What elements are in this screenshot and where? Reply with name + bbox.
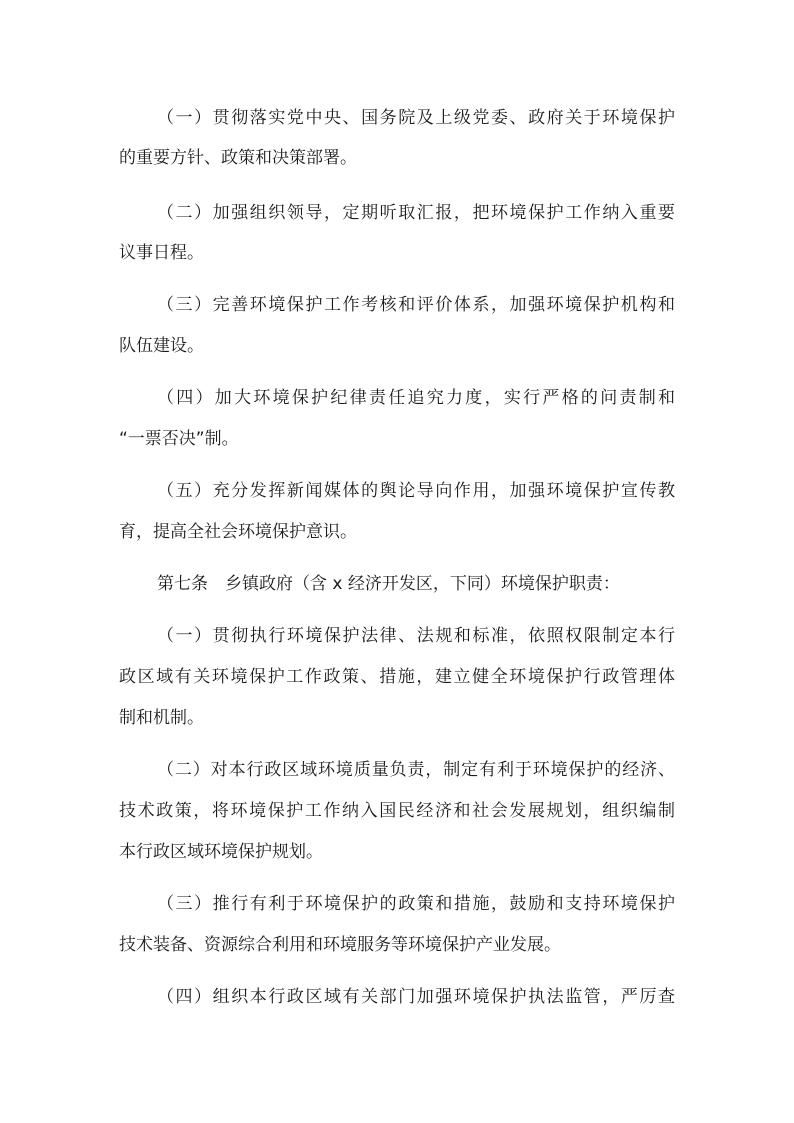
article-7-heading: 第七条 乡镇政府（含 x 经济开发区，下同）环境保护职责： — [157, 574, 620, 594]
paragraph-2-line-1: （二）加强组织领导，定期听取汇报，把环境保护工作纳入重要 — [157, 203, 675, 223]
paragraph-7-line-1: （二）对本行政区域环境质量负责，制定有利于环境保护的经济、 — [157, 760, 675, 780]
paragraph-3-line-2: 队伍建设。 — [119, 336, 204, 356]
paragraph-8-line-1: （三）推行有利于环境保护的政策和措施，鼓励和支持环境保护 — [157, 894, 675, 914]
paragraph-6-line-2: 政区域有关环境保护工作政策、措施，建立健全环境保护行政管理体 — [119, 667, 675, 687]
paragraph-3-line-1: （三）完善环境保护工作考核和评价体系，加强环境保护机构和 — [157, 295, 675, 315]
paragraph-2-line-2: 议事日程。 — [119, 243, 204, 263]
paragraph-8-line-2: 技术装备、资源综合利用和环境服务等环境保护产业发展。 — [119, 935, 561, 955]
paragraph-5-line-1: （五）充分发挥新闻媒体的舆论导向作用，加强环境保护宣传教 — [157, 481, 675, 501]
paragraph-4-line-2: “一票否决”制。 — [119, 429, 239, 449]
paragraph-1-line-2: 的重要方针、政策和决策部署。 — [119, 148, 357, 168]
paragraph-9-line-1: （四）组织本行政区域有关部门加强环境保护执法监管，严厉查 — [157, 987, 675, 1007]
paragraph-7-line-3: 本行政区域环境保护规划。 — [119, 842, 323, 862]
paragraph-6-line-1: （一）贯彻执行环境保护法律、法规和标准，依照权限制定本行 — [157, 626, 675, 646]
paragraph-1-line-1: （一）贯彻落实党中央、国务院及上级党委、政府关于环境保护 — [157, 108, 675, 128]
paragraph-7-line-2: 技术政策，将环境保护工作纳入国民经济和社会发展规划，组织编制 — [119, 801, 675, 821]
paragraph-4-line-1: （四）加大环境保护纪律责任追究力度，实行严格的问责制和 — [157, 388, 675, 408]
paragraph-6-line-3: 制和机制。 — [119, 708, 204, 728]
paragraph-5-line-2: 育，提高全社会环境保护意识。 — [119, 522, 357, 542]
